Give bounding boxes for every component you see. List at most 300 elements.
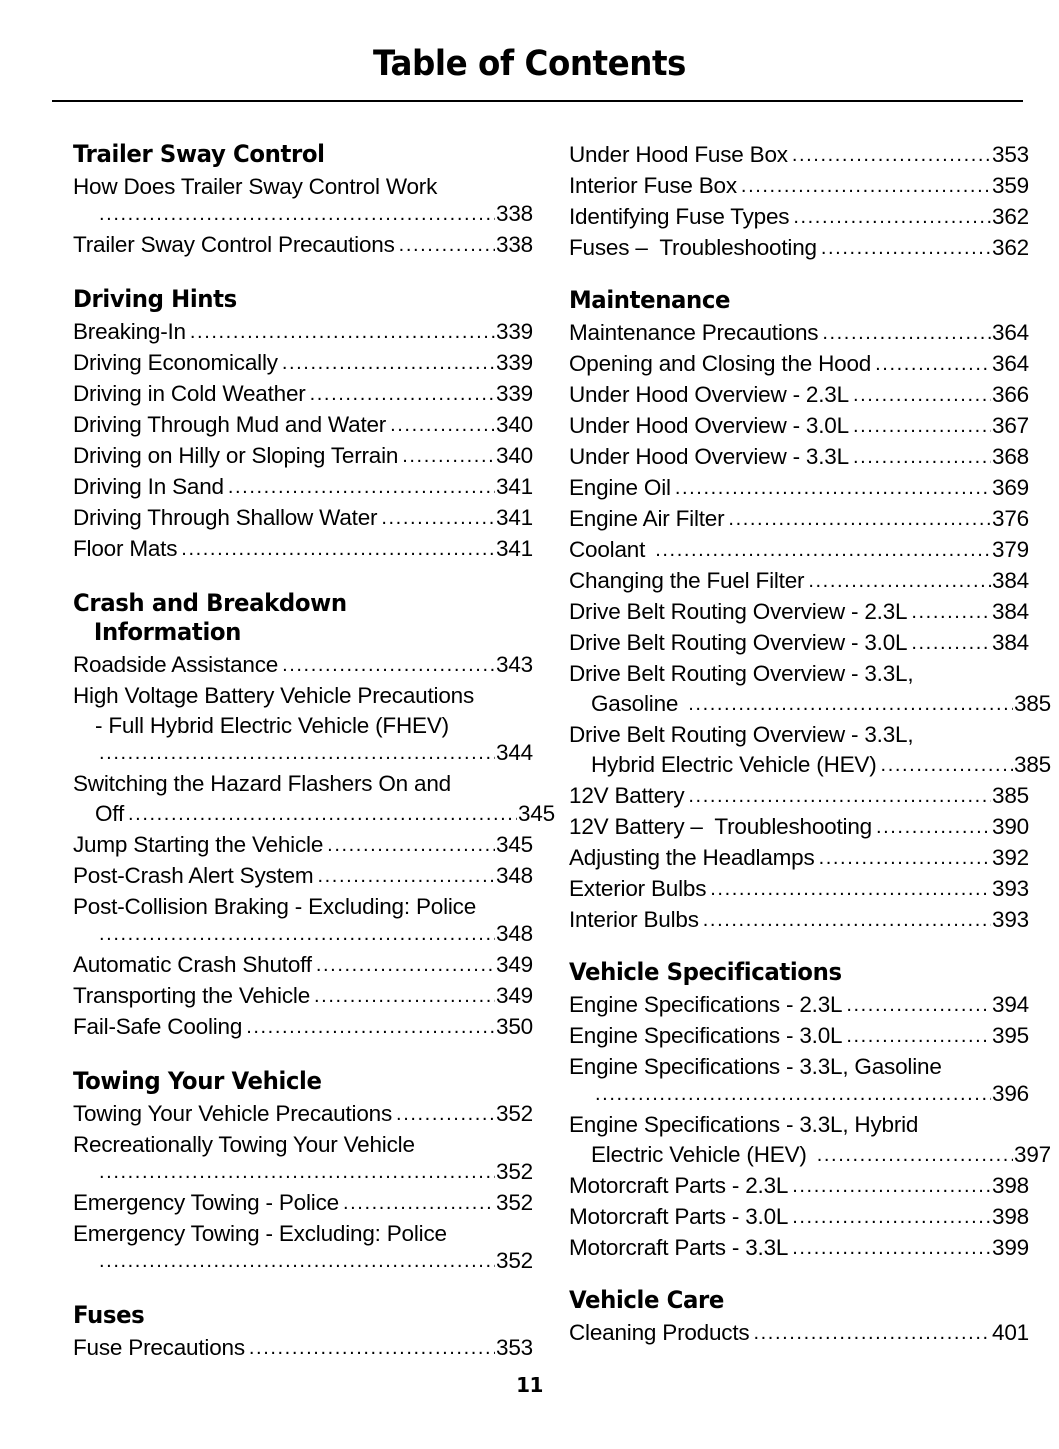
entry-line bbox=[569, 628, 1029, 659]
entry-page-number: 339 bbox=[496, 350, 533, 375]
toc-entry[interactable] bbox=[73, 1099, 533, 1130]
entry-page-number: 344 bbox=[496, 740, 533, 765]
entry-title: High Voltage Battery Vehicle Precautions bbox=[73, 683, 474, 708]
dot-leader bbox=[396, 1099, 495, 1129]
entry-page-number: 345 bbox=[496, 832, 533, 857]
entry-page-number: 398 bbox=[992, 1204, 1029, 1229]
toc-section-maintenance bbox=[569, 286, 1051, 936]
entry-page-number: 366 bbox=[992, 382, 1029, 407]
entry-title: Cleaning Products bbox=[569, 1320, 750, 1345]
toc-entry[interactable] bbox=[569, 233, 1029, 264]
entry-page-number: 401 bbox=[992, 1320, 1029, 1345]
dot-leader bbox=[381, 503, 495, 533]
entry-title: Driving in Cold Weather bbox=[73, 381, 306, 406]
entry-page-number: 364 bbox=[992, 351, 1029, 376]
entry-line bbox=[73, 503, 533, 534]
entry-page-number: 397 bbox=[1014, 1142, 1051, 1167]
entry-title: Engine Specifications - 2.3L bbox=[569, 992, 843, 1017]
dot-leader bbox=[853, 380, 991, 410]
toc-entry[interactable] bbox=[569, 1052, 1029, 1110]
toc-entry[interactable] bbox=[569, 535, 1029, 566]
entry-title: Drive Belt Routing Overview - 3.0L bbox=[569, 630, 908, 655]
entry-title: Interior Fuse Box bbox=[569, 173, 737, 198]
entry-line bbox=[569, 781, 1029, 812]
dot-leader bbox=[688, 689, 1013, 719]
dot-leader bbox=[246, 1012, 495, 1042]
dot-leader bbox=[875, 349, 991, 379]
entry-line bbox=[569, 659, 1029, 689]
dot-leader bbox=[853, 442, 991, 472]
dot-leader bbox=[792, 1202, 991, 1232]
toc-entry[interactable] bbox=[73, 950, 533, 981]
entry-line bbox=[569, 1052, 1029, 1082]
dot-leader bbox=[675, 473, 991, 503]
dot-leader bbox=[728, 504, 991, 534]
dot-leader bbox=[99, 1157, 495, 1187]
toc-entry[interactable] bbox=[569, 202, 1029, 233]
entry-line bbox=[569, 990, 1029, 1021]
entry-page-number: 364 bbox=[992, 320, 1029, 345]
toc-entry[interactable] bbox=[569, 990, 1029, 1021]
toc-entry[interactable] bbox=[73, 410, 533, 441]
entry-title: Off bbox=[95, 801, 124, 826]
dot-leader bbox=[99, 1246, 495, 1276]
dot-leader bbox=[846, 990, 991, 1020]
toc-entry[interactable] bbox=[569, 566, 1029, 597]
entry-page-number: 393 bbox=[992, 907, 1029, 932]
entry-line bbox=[73, 379, 533, 410]
dot-leader bbox=[128, 799, 517, 829]
entry-page-number: 398 bbox=[992, 1173, 1029, 1198]
entry-line bbox=[73, 1219, 533, 1249]
dot-leader bbox=[753, 1318, 991, 1348]
entry-line bbox=[569, 171, 1029, 202]
toc-entry[interactable] bbox=[569, 812, 1029, 843]
entry-page-number: 367 bbox=[992, 413, 1029, 438]
entry-line bbox=[73, 1188, 533, 1219]
entry-title: Emergency Towing - Police bbox=[73, 1190, 339, 1215]
entry-title: Engine Oil bbox=[569, 475, 671, 500]
entry-page-number: 350 bbox=[496, 1014, 533, 1039]
entry-page-number: 349 bbox=[496, 952, 533, 977]
toc-entry[interactable] bbox=[73, 348, 533, 379]
entry-line bbox=[569, 597, 1029, 628]
entry-page-number: 352 bbox=[496, 1101, 533, 1126]
section-heading: Trailer Sway Control bbox=[73, 140, 325, 168]
entry-line bbox=[569, 1318, 1029, 1349]
entry-line bbox=[73, 410, 533, 441]
entry-title: Emergency Towing - Excluding: Police bbox=[73, 1221, 447, 1246]
entry-line bbox=[73, 861, 533, 892]
toc-right-column bbox=[569, 140, 1051, 1364]
toc-entry[interactable] bbox=[569, 1110, 1051, 1171]
entry-line bbox=[569, 442, 1029, 473]
entry-page-number: 396 bbox=[992, 1081, 1029, 1106]
toc-entry[interactable] bbox=[569, 318, 1029, 349]
entry-line bbox=[73, 650, 533, 681]
entry-line bbox=[73, 230, 533, 261]
toc-entry[interactable] bbox=[569, 843, 1029, 874]
entry-wrap-line bbox=[73, 919, 533, 950]
entry-title: Motorcraft Parts - 3.0L bbox=[569, 1204, 789, 1229]
entry-line bbox=[569, 1021, 1029, 1052]
entry-line bbox=[569, 1202, 1029, 1233]
entry-title: Trailer Sway Control Precautions bbox=[73, 232, 395, 257]
entry-title: Gasoline bbox=[591, 691, 685, 716]
entry-title: Engine Specifications - 3.3L, Gasoline bbox=[569, 1054, 942, 1079]
toc-entry[interactable] bbox=[569, 720, 1051, 781]
entry-page-number: 399 bbox=[992, 1235, 1029, 1260]
dot-leader bbox=[181, 534, 495, 564]
toc-entry[interactable] bbox=[569, 905, 1029, 936]
entry-title: Engine Specifications - 3.3L, Hybrid bbox=[569, 1112, 919, 1137]
entry-page-number: 353 bbox=[496, 1335, 533, 1360]
entry-title: Post-Collision Braking - Excluding: Police bbox=[73, 894, 477, 919]
toc-entry[interactable] bbox=[73, 681, 533, 769]
dot-leader bbox=[402, 441, 495, 471]
entry-line bbox=[569, 812, 1029, 843]
entry-title: Driving In Sand bbox=[73, 474, 224, 499]
page-title: Table of Contents bbox=[373, 44, 686, 84]
entry-page-number: 341 bbox=[496, 474, 533, 499]
entry-page-number: 368 bbox=[992, 444, 1029, 469]
toc-entry[interactable] bbox=[73, 317, 533, 348]
dot-leader bbox=[741, 171, 991, 201]
entry-line bbox=[73, 348, 533, 379]
dot-leader bbox=[310, 379, 495, 409]
entry-line bbox=[73, 950, 533, 981]
entry-title: Fuse Precautions bbox=[73, 1335, 245, 1360]
toc-left-column bbox=[73, 140, 555, 1364]
entry-title: Driving Through Mud and Water bbox=[73, 412, 387, 437]
section-heading: Vehicle Specifications bbox=[569, 958, 842, 986]
entry-page-number: 348 bbox=[496, 921, 533, 946]
toc-section-vehicle-specifications bbox=[569, 958, 1051, 1264]
entry-page-number: 385 bbox=[992, 783, 1029, 808]
entry-title: Fuses – Troubleshooting bbox=[569, 235, 817, 260]
entry-line bbox=[73, 892, 533, 922]
entry-line bbox=[569, 566, 1029, 597]
entry-title: Drive Belt Routing Overview - 3.3L, bbox=[569, 661, 914, 686]
entry-line bbox=[569, 1110, 1029, 1140]
entry-page-number: 395 bbox=[992, 1023, 1029, 1048]
dot-leader bbox=[821, 233, 991, 263]
entry-line bbox=[73, 1099, 533, 1130]
entry-line bbox=[569, 1140, 1051, 1171]
toc-entry[interactable] bbox=[73, 861, 533, 892]
dot-leader bbox=[655, 535, 991, 565]
toc-entry[interactable] bbox=[569, 171, 1029, 202]
entry-line bbox=[569, 905, 1029, 936]
entry-title: Switching the Hazard Flashers On and bbox=[73, 771, 451, 796]
entry-line bbox=[569, 750, 1051, 781]
section-heading bbox=[73, 589, 510, 647]
entry-line bbox=[569, 720, 1029, 750]
entry-title: How Does Trailer Sway Control Work bbox=[73, 174, 438, 199]
dot-leader bbox=[399, 230, 495, 260]
dot-leader bbox=[911, 628, 991, 658]
entry-page-number: 338 bbox=[496, 201, 533, 226]
entry-title: Under Hood Overview - 2.3L bbox=[569, 382, 849, 407]
entry-page-number: 385 bbox=[1014, 691, 1051, 716]
dot-leader bbox=[99, 738, 495, 768]
entry-title: Fail-Safe Cooling bbox=[73, 1014, 243, 1039]
entry-line bbox=[73, 534, 533, 565]
toc-section-continued bbox=[569, 140, 1029, 264]
dot-leader bbox=[688, 781, 991, 811]
toc-entry[interactable] bbox=[73, 172, 533, 230]
entry-page-number: 392 bbox=[992, 845, 1029, 870]
section-heading-line-2: Information bbox=[93, 618, 242, 646]
toc-entry[interactable] bbox=[73, 892, 533, 950]
entry-title: Driving Economically bbox=[73, 350, 278, 375]
entry-line bbox=[569, 349, 1029, 380]
entry-title: Breaking-In bbox=[73, 319, 186, 344]
toc-entry[interactable] bbox=[73, 769, 555, 830]
entry-page-number: 345 bbox=[518, 801, 555, 826]
section-heading: Maintenance bbox=[569, 286, 731, 314]
section-heading: Vehicle Care bbox=[569, 1286, 724, 1314]
toc-entry[interactable] bbox=[569, 140, 1029, 171]
entry-line bbox=[569, 843, 1029, 874]
dot-leader bbox=[710, 874, 991, 904]
entry-line bbox=[73, 1333, 533, 1364]
entry-page-number: 384 bbox=[992, 630, 1029, 655]
dot-leader bbox=[190, 317, 495, 347]
entry-title: Changing the Fuel Filter bbox=[569, 568, 805, 593]
entry-page-number: 352 bbox=[496, 1248, 533, 1273]
section-heading: Fuses bbox=[73, 1301, 145, 1329]
entry-title: Post-Crash Alert System bbox=[73, 863, 314, 888]
entry-page-number: 352 bbox=[496, 1190, 533, 1215]
toc-entry[interactable] bbox=[73, 650, 533, 681]
toc-entry[interactable] bbox=[73, 1219, 533, 1277]
entry-wrap-line bbox=[73, 199, 533, 230]
toc-entry[interactable] bbox=[73, 981, 533, 1012]
entry-title: Motorcraft Parts - 2.3L bbox=[569, 1173, 789, 1198]
toc-entry[interactable] bbox=[569, 597, 1029, 628]
toc-section-vehicle-care bbox=[569, 1286, 1029, 1349]
dot-leader bbox=[819, 843, 991, 873]
entry-page-number: 394 bbox=[992, 992, 1029, 1017]
dot-leader bbox=[282, 348, 495, 378]
entry-line bbox=[569, 202, 1029, 233]
entry-title: Roadside Assistance bbox=[73, 652, 279, 677]
toc-entry[interactable] bbox=[569, 1318, 1029, 1349]
toc-entry[interactable] bbox=[73, 379, 533, 410]
toc-entry[interactable] bbox=[73, 1333, 533, 1364]
entry-title: Jump Starting the Vehicle bbox=[73, 832, 324, 857]
toc-entry[interactable] bbox=[569, 1171, 1029, 1202]
entry-wrap-line bbox=[569, 1079, 1029, 1110]
entry-title: Driving on Hilly or Sloping Terrain bbox=[73, 443, 399, 468]
entry-wrap-line bbox=[73, 738, 533, 769]
entry-line bbox=[73, 981, 533, 1012]
toc-section-fuses bbox=[73, 1301, 533, 1364]
dot-leader bbox=[846, 1021, 991, 1051]
entry-page-number: 349 bbox=[496, 983, 533, 1008]
entry-title: Driving Through Shallow Water bbox=[73, 505, 378, 530]
dot-leader bbox=[853, 411, 991, 441]
entry-page-number: 362 bbox=[992, 204, 1029, 229]
entry-page-number: 340 bbox=[496, 443, 533, 468]
entry-title: Motorcraft Parts - 3.3L bbox=[569, 1235, 789, 1260]
entry-line bbox=[73, 799, 555, 830]
dot-leader bbox=[390, 410, 495, 440]
entry-line bbox=[569, 411, 1029, 442]
entry-title: Recreationally Towing Your Vehicle bbox=[73, 1132, 415, 1157]
entry-line bbox=[73, 681, 533, 711]
entry-title: Engine Air Filter bbox=[569, 506, 725, 531]
dot-leader bbox=[876, 812, 991, 842]
entry-line bbox=[73, 830, 533, 861]
toc-entry[interactable] bbox=[73, 441, 533, 472]
dot-leader bbox=[911, 597, 991, 627]
entry-title: Under Hood Overview - 3.0L bbox=[569, 413, 849, 438]
footer-page-number: 11 bbox=[516, 1373, 543, 1397]
dot-leader bbox=[595, 1079, 991, 1109]
entry-page-number: 385 bbox=[1014, 752, 1051, 777]
entry-line bbox=[73, 472, 533, 503]
dot-leader bbox=[228, 472, 495, 502]
dot-leader bbox=[822, 318, 991, 348]
entry-title: Coolant bbox=[569, 537, 652, 562]
dot-leader bbox=[792, 1233, 991, 1263]
entry-page-number: 353 bbox=[992, 142, 1029, 167]
entry-line bbox=[569, 318, 1029, 349]
toc-entry[interactable] bbox=[569, 349, 1029, 380]
entry-title: Exterior Bulbs bbox=[569, 876, 707, 901]
entry-line bbox=[73, 317, 533, 348]
toc-entry[interactable] bbox=[569, 1202, 1029, 1233]
entry-title: Hybrid Electric Vehicle (HEV) bbox=[591, 752, 877, 777]
section-heading: Driving Hints bbox=[73, 285, 237, 313]
entry-title: Electric Vehicle (HEV) bbox=[591, 1142, 813, 1167]
toc-entry[interactable] bbox=[569, 380, 1029, 411]
entry-page-number: 339 bbox=[496, 319, 533, 344]
toc-section-trailer-sway-control bbox=[73, 140, 533, 261]
entry-line bbox=[569, 473, 1029, 504]
dot-leader bbox=[792, 140, 991, 170]
entry-page-number: 343 bbox=[496, 652, 533, 677]
toc-entry[interactable] bbox=[73, 1130, 533, 1188]
entry-line bbox=[73, 441, 533, 472]
entry-page-number: 393 bbox=[992, 876, 1029, 901]
entry-line bbox=[569, 874, 1029, 905]
entry-title: Floor Mats bbox=[73, 536, 178, 561]
entry-title: Maintenance Precautions bbox=[569, 320, 819, 345]
entry-line bbox=[569, 504, 1029, 535]
dot-leader bbox=[703, 905, 991, 935]
entry-title: Automatic Crash Shutoff bbox=[73, 952, 312, 977]
entry-page-number: 340 bbox=[496, 412, 533, 437]
entry-line bbox=[73, 769, 533, 799]
entry-page-number: 362 bbox=[992, 235, 1029, 260]
entry-page-number: 359 bbox=[992, 173, 1029, 198]
entry-page-number: 338 bbox=[496, 232, 533, 257]
entry-page-number: 339 bbox=[496, 381, 533, 406]
entry-title: Under Hood Fuse Box bbox=[569, 142, 788, 167]
toc-entry[interactable] bbox=[73, 1012, 533, 1043]
entry-title: Interior Bulbs bbox=[569, 907, 699, 932]
dot-leader bbox=[282, 650, 495, 680]
entry-page-number: 348 bbox=[496, 863, 533, 888]
section-heading: Towing Your Vehicle bbox=[73, 1067, 322, 1095]
entry-line bbox=[569, 689, 1051, 720]
entry-page-number: 384 bbox=[992, 599, 1029, 624]
entry-line bbox=[569, 140, 1029, 171]
entry-page-number: 341 bbox=[496, 505, 533, 530]
toc-entry[interactable] bbox=[73, 472, 533, 503]
title-divider bbox=[52, 100, 1023, 102]
toc-entry[interactable] bbox=[569, 1021, 1029, 1052]
entry-title: Transporting the Vehicle bbox=[73, 983, 311, 1008]
entry-title: Drive Belt Routing Overview - 3.3L, bbox=[569, 722, 914, 747]
toc-entry[interactable] bbox=[569, 442, 1029, 473]
entry-page-number: 376 bbox=[992, 506, 1029, 531]
entry-line bbox=[569, 1171, 1029, 1202]
toc-entry[interactable] bbox=[569, 473, 1029, 504]
toc-entry[interactable] bbox=[569, 659, 1051, 720]
toc-section-crash-and-breakdown-information bbox=[73, 589, 555, 1043]
entry-title: Drive Belt Routing Overview - 2.3L bbox=[569, 599, 908, 624]
entry-line bbox=[73, 1012, 533, 1043]
dot-leader bbox=[317, 861, 495, 891]
entry-page-number: 379 bbox=[992, 537, 1029, 562]
toc-entry[interactable] bbox=[569, 1233, 1029, 1264]
toc-entry[interactable] bbox=[73, 534, 533, 565]
entry-wrap-line bbox=[73, 1157, 533, 1188]
entry-page-number: 390 bbox=[992, 814, 1029, 839]
toc-entry[interactable] bbox=[73, 830, 533, 861]
toc-entry[interactable] bbox=[73, 503, 533, 534]
entry-line bbox=[73, 172, 533, 202]
entry-title: Identifying Fuse Types bbox=[569, 204, 790, 229]
dot-leader bbox=[792, 1171, 991, 1201]
entry-page-number: 384 bbox=[992, 568, 1029, 593]
entry-page-number: 352 bbox=[496, 1159, 533, 1184]
dot-leader bbox=[99, 199, 495, 229]
entry-line bbox=[569, 1233, 1029, 1264]
toc-entry[interactable] bbox=[569, 781, 1029, 812]
entry-page-number: 369 bbox=[992, 475, 1029, 500]
entry-title: Opening and Closing the Hood bbox=[569, 351, 872, 376]
dot-leader bbox=[249, 1333, 495, 1363]
dot-leader bbox=[99, 919, 495, 949]
dot-leader bbox=[881, 750, 1014, 780]
entry-title: Under Hood Overview - 3.3L bbox=[569, 444, 849, 469]
entry-title: - Full Hybrid Electric Vehicle (FHEV) bbox=[95, 713, 449, 738]
dot-leader bbox=[808, 566, 991, 596]
entry-line bbox=[73, 1130, 533, 1160]
dot-leader bbox=[343, 1188, 495, 1218]
toc-entry[interactable] bbox=[569, 504, 1029, 535]
section-heading-line-1: Crash and Breakdown bbox=[73, 589, 347, 617]
toc-entry[interactable] bbox=[569, 411, 1029, 442]
toc-entry[interactable] bbox=[569, 628, 1029, 659]
toc-columns bbox=[0, 140, 1059, 1364]
dot-leader bbox=[327, 830, 495, 860]
toc-entry[interactable] bbox=[569, 874, 1029, 905]
toc-entry[interactable] bbox=[73, 230, 533, 261]
entry-title: Engine Specifications - 3.0L bbox=[569, 1023, 843, 1048]
dot-leader bbox=[316, 950, 495, 980]
toc-entry[interactable] bbox=[73, 1188, 533, 1219]
entry-line bbox=[569, 535, 1029, 566]
entry-line bbox=[569, 380, 1029, 411]
dot-leader bbox=[793, 202, 991, 232]
entry-line bbox=[569, 233, 1029, 264]
